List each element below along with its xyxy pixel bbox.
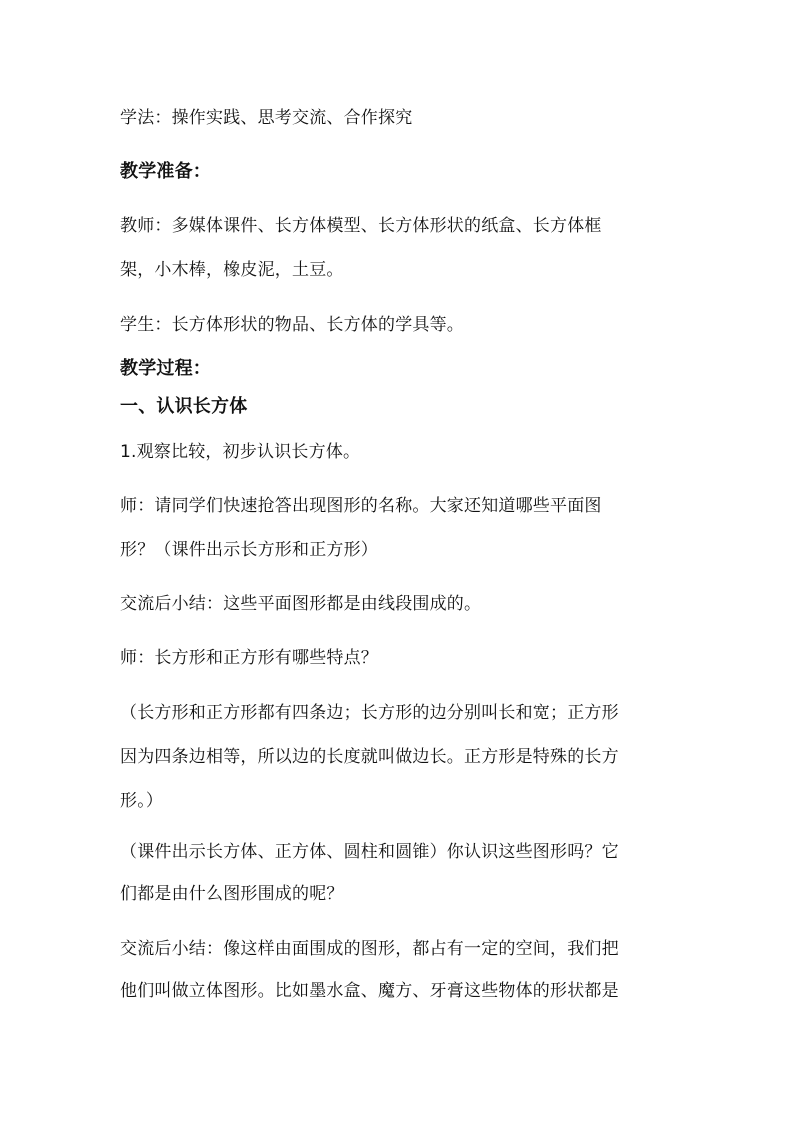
teacher-preparation-line-1: 教师：多媒体课件、长方体模型、长方体形状的纸盒、长方体框 [120,216,602,236]
teacher-question-1-line-2: 形？（课件出示长方形和正方形） [120,540,378,560]
student-preparation-text: 学生：长方体形状的物品、长方体的学具等。 [120,315,464,335]
teacher-question-1-line-1: 师：请同学们快速抢答出现图形的名称。大家还知道哪些平面图 [120,496,602,516]
study-method-text: 学法：操作实践、思考交流、合作探究 [120,108,413,128]
courseware-question-line-1: （课件出示长方体、正方体、圆柱和圆锥）你认识这些图形吗？它 [120,842,619,862]
answer-2-line-1: （长方形和正方形都有四条边；长方形的边分别叫长和宽；正方形 [120,703,619,723]
summary-1-text: 交流后小结：这些平面图形都是由线段围成的。 [120,594,482,614]
teacher-question-2-text: 师：长方形和正方形有哪些特点？ [120,648,378,668]
answer-2-line-2: 因为四条边相等，所以边的长度就叫做边长。正方形是特殊的长方 [120,747,619,767]
teaching-preparation-heading: 教学准备： [120,161,211,182]
section-1-heading: 一、认识长方体 [120,396,248,417]
courseware-question-line-2: 们都是由什么图形围成的呢？ [120,884,344,904]
summary-2-line-2: 他们叫做立体图形。比如墨水盒、魔方、牙膏这些物体的形状都是 [120,981,619,1001]
step-1-text: 1.观察比较，初步认识长方体。 [120,442,361,462]
teacher-preparation-line-2: 架，小木棒，橡皮泥，土豆。 [120,260,344,280]
teaching-process-heading: 教学过程： [120,358,211,379]
answer-2-line-3: 形。） [120,791,164,811]
summary-2-line-1: 交流后小结：像这样由面围成的图形，都占有一定的空间，我们把 [120,939,619,959]
